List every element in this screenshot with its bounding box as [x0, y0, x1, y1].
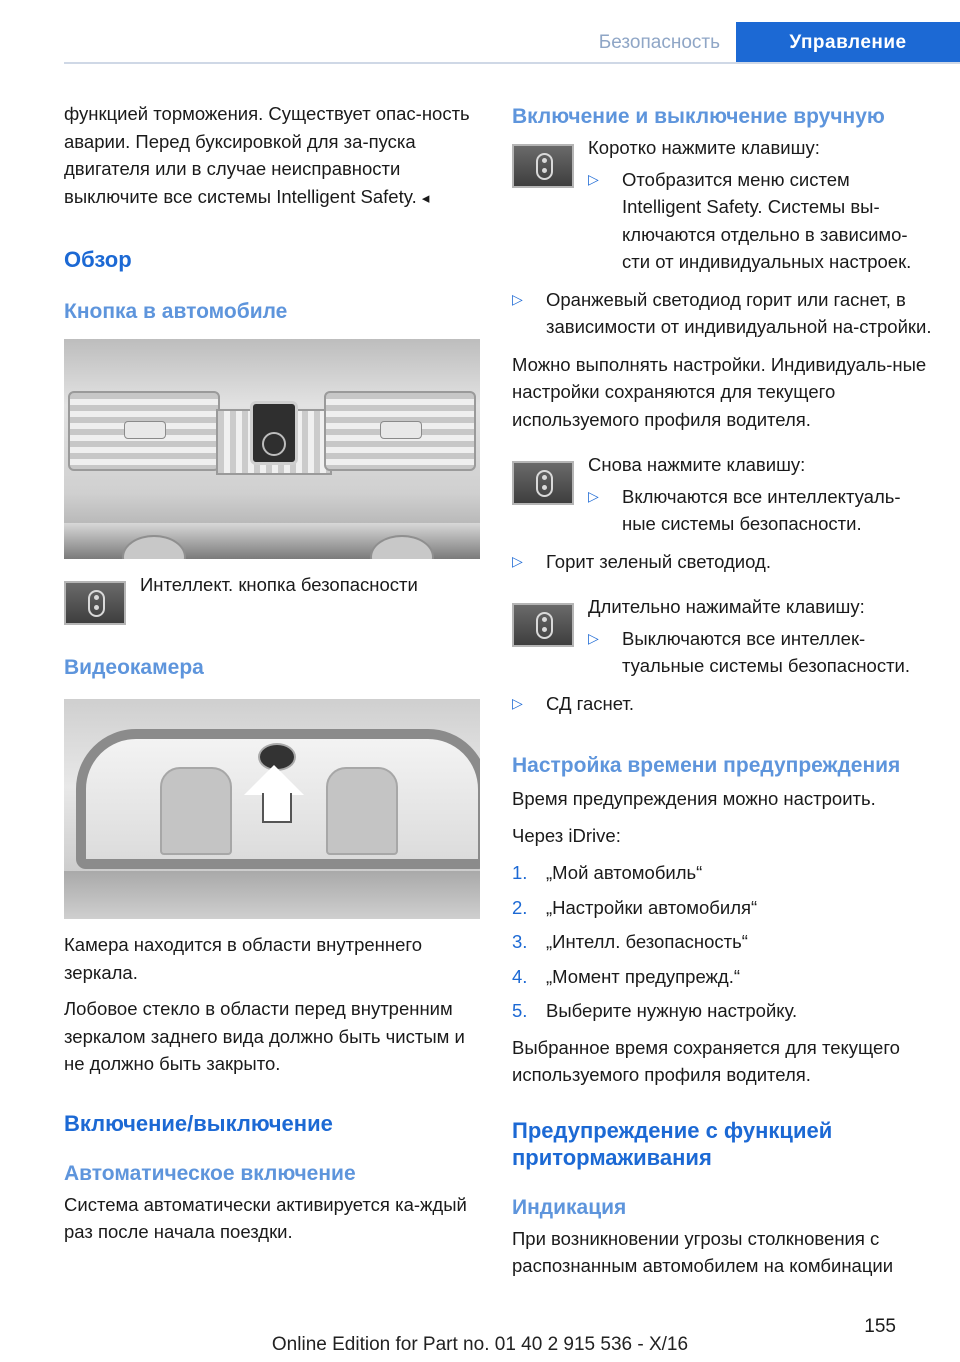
intelligent-safety-button-icon — [512, 603, 574, 647]
right-vent — [324, 391, 476, 471]
list-item — [512, 894, 932, 922]
bullet-icon: ▷ — [512, 290, 523, 307]
intro-text: функцией торможения. Существует опас-ность аварии. Перед буксировкой для за-пуска двигателя или в случае неисправности выключите все системы Intelligent Safety. — [64, 103, 470, 207]
button-caption-row — [64, 571, 484, 625]
list-item — [512, 690, 932, 718]
orange-led-text: Оранжевый светодиод горит или гаснет, в зависимости от индивидуальной на-стройки. — [546, 288, 932, 337]
auto-on-text: Система автоматически активируется ка-ждый раз после начала поездки. — [64, 1193, 467, 1242]
list-item — [588, 166, 932, 276]
long-press-result: Выключаются все интеллек-туальные системы безопасности. — [622, 627, 911, 676]
short-press-row — [512, 134, 932, 276]
indication-heading: Индикация — [512, 1195, 627, 1219]
camera-paragraph-1: Камера находится в области внутреннего зеркала. — [64, 934, 423, 983]
list-item — [512, 963, 932, 991]
again-press-row — [512, 451, 932, 538]
saved-time-text: Выбранное время сохраняется для текущего используемого профиля водителя. — [512, 1036, 900, 1085]
tab-safety[interactable]: Безопасность — [598, 32, 720, 53]
step-number: 1. — [512, 862, 528, 883]
led-off-text: СД гаснет. — [546, 692, 634, 714]
arrow-stem — [262, 793, 292, 823]
again-press-text: Снова нажмите клавишу: — [588, 454, 806, 475]
step-number: 3. — [512, 931, 528, 952]
camera-location-photo — [64, 699, 480, 919]
warning-time-text: Время предупреждения можно настроить. — [512, 788, 876, 809]
auto-on-heading: Автоматическое включение — [64, 1161, 356, 1185]
button-in-car-heading: Кнопка в автомобиле — [64, 300, 288, 323]
braking-warning-heading: Предупреждение с функцией притормаживания — [512, 1117, 833, 1170]
dashboard-button-photo — [64, 339, 480, 559]
seat — [160, 767, 232, 855]
on-off-heading: Включение/выключение — [64, 1110, 333, 1136]
step-text: Выберите нужную настройку. — [546, 1000, 798, 1021]
list-item — [588, 625, 932, 680]
intro-paragraph — [64, 100, 484, 212]
green-led-text: Горит зеленый светодиод. — [546, 550, 771, 572]
footer-edition: Online Edition for Part no. 01 40 2 915 536 - X/16 — [271, 1334, 689, 1355]
step-text: „Мой автомобиль“ — [546, 862, 703, 883]
bullet-icon: ▷ — [588, 629, 599, 646]
page-number: 155 — [864, 1316, 896, 1337]
arrow-up-icon — [244, 765, 304, 795]
camera-heading: Видеокамера — [64, 656, 204, 679]
left-vent — [68, 391, 220, 471]
bullet-icon: ▷ — [512, 552, 523, 569]
manual-heading: Включение и выключение вручную — [512, 105, 885, 128]
idrive-steps — [512, 859, 932, 1025]
warning-time-heading: Настройка времени предупреждения — [512, 754, 901, 777]
short-press-result: Отобразится меню систем Intelligent Safety. Системы вы-ключаются отдельно в зависимо-сти от индивидуальных настроек. — [622, 168, 912, 272]
list-item — [588, 483, 932, 538]
list-item — [512, 859, 932, 887]
list-item — [512, 997, 932, 1025]
step-text: „Настройки автомобиля“ — [546, 896, 758, 918]
step-number: 2. — [512, 896, 528, 918]
settings-paragraph: Можно выполнять настройки. Индивидуаль-ные настройки сохраняются для текущего используемого профиля водителя. — [512, 353, 927, 430]
long-press-row — [512, 593, 932, 680]
again-press-result: Включаются все интеллектуаль-ные системы безопасности. — [622, 485, 901, 534]
overview-heading: Обзор — [64, 247, 132, 272]
right-column — [512, 100, 932, 1280]
bullet-icon: ▷ — [588, 170, 599, 187]
via-idrive-text: Через iDrive: — [512, 824, 621, 846]
indication-text: При возникновении угрозы столкновения с распознанным автомобилем на комбинации — [512, 1227, 894, 1276]
step-number: 4. — [512, 965, 528, 987]
bullet-icon: ▷ — [512, 694, 523, 711]
short-press-text: Коротко нажмите клавишу: — [588, 137, 820, 158]
long-press-text: Длительно нажимайте клавишу: — [588, 596, 865, 617]
list-item — [512, 548, 932, 576]
list-item — [512, 928, 932, 956]
step-text: „Интелл. безопасность“ — [546, 931, 748, 952]
button-caption: Интеллект. кнопка безопасности — [140, 574, 418, 595]
end-mark-icon: ◂ — [421, 189, 430, 207]
header-tabs — [64, 22, 960, 64]
intelligent-safety-button-icon — [512, 461, 574, 505]
list-item — [512, 286, 932, 341]
safety-button-in-photo — [250, 401, 298, 465]
dashboard — [64, 871, 480, 919]
bullet-icon: ▷ — [588, 487, 599, 504]
tab-controls[interactable]: Управление — [736, 22, 960, 62]
seat — [326, 767, 398, 855]
step-number: 5. — [512, 1000, 528, 1021]
left-column — [64, 100, 484, 1246]
camera-paragraph-2: Лобовое стекло в области перед внутренним зеркалом заднего вида должно быть чистым и не должно быть закрыто. — [64, 998, 465, 1074]
intelligent-safety-button-icon — [512, 144, 574, 188]
step-text: „Момент предупрежд.“ — [546, 965, 740, 987]
intelligent-safety-button-icon — [64, 581, 126, 625]
